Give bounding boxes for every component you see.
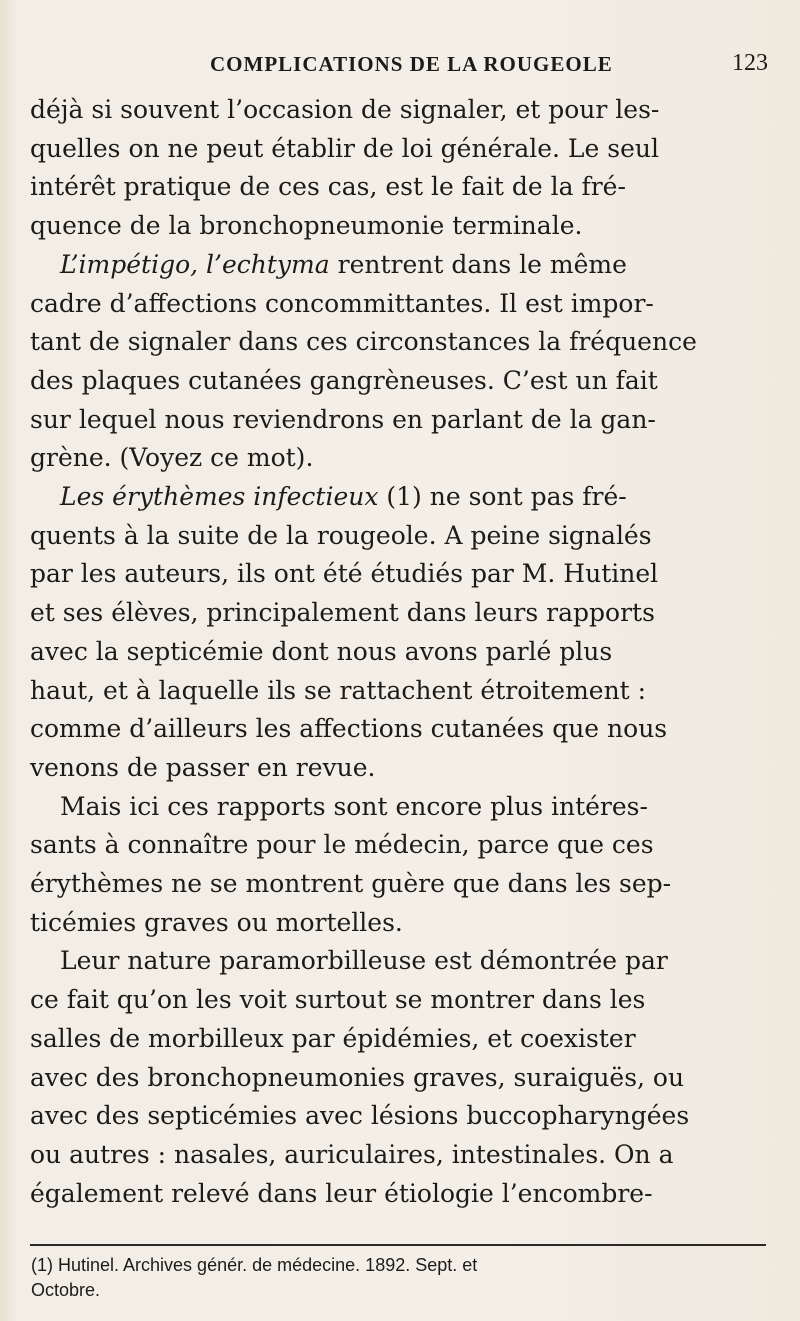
text-line: grène. (Voyez ce mot). <box>30 443 314 473</box>
text-line: quence de la bronchopneumonie terminale. <box>30 211 583 241</box>
text-line: ou autres : nasales, auriculaires, intestinales. On a <box>30 1139 674 1169</box>
text-line: cadre d’affections concommittantes. Il est impor- <box>30 288 654 318</box>
line-rest: rentrent dans le même <box>329 249 627 279</box>
text-line: Leur nature paramorbilleuse est démontrée par <box>60 946 668 976</box>
footnote-divider <box>30 1244 766 1246</box>
text-line: quelles on ne peut établir de loi générale. Le seul <box>30 133 659 163</box>
footnote-line: (1) Hutinel. Archives génér. de médecine. 1892. Sept. et <box>31 1255 478 1275</box>
italic-term: L’impétigo, l’echtyma <box>60 249 330 279</box>
text-line: haut, et à laquelle ils se rattachent étroitement : <box>30 675 647 705</box>
paragraph-5 <box>30 942 790 1213</box>
text-line: déjà si souvent l’occasion de signaler, et pour les- <box>30 95 660 124</box>
text-line: ce fait qu’on les voit surtout se montrer dans les <box>30 985 646 1015</box>
paragraph-1 <box>30 91 790 246</box>
paragraph-2 <box>30 246 790 478</box>
text-line: avec des septicémies avec lésions buccopharyngées <box>30 1101 690 1131</box>
text-line: sants à connaître pour le médecin, parce que ces <box>30 830 654 860</box>
text-line: comme d’ailleurs les affections cutanées que nous <box>30 714 668 744</box>
text-line: des plaques cutanées gangrèneuses. C’est un fait <box>30 365 658 395</box>
text-line: également relevé dans leur étiologie l’encombre- <box>30 1178 653 1208</box>
running-header <box>210 50 768 77</box>
italic-term: Les érythèmes infectieux <box>60 482 379 512</box>
text-line <box>30 246 790 285</box>
footnote <box>31 1253 771 1303</box>
text-line: érythèmes ne se montrent guère que dans les sep- <box>30 869 672 899</box>
text-line: sur lequel nous reviendrons en parlant de la gan- <box>30 404 656 434</box>
paragraph-4 <box>30 788 790 943</box>
text-line: par les auteurs, ils ont été étudiés par M. Hutinel <box>30 559 659 589</box>
text-line: tant de signaler dans ces circonstances la fréquence <box>30 327 697 357</box>
text-line: avec la septicémie dont nous avons parlé plus <box>30 636 613 666</box>
page-number: 123 <box>732 50 768 76</box>
chapter-title: COMPLICATIONS DE LA ROUGEOLE <box>210 52 613 76</box>
text-line: quents à la suite de la rougeole. A peine signalés <box>30 520 652 550</box>
main-text <box>30 91 790 1213</box>
footnote-line: Octobre. <box>31 1280 101 1300</box>
paragraph-3 <box>30 478 790 788</box>
text-line: intérêt pratique de ces cas, est le fait de la fré- <box>30 172 626 202</box>
text-line: et ses élèves, principalement dans leurs rapports <box>30 598 655 628</box>
text-line: Mais ici ces rapports sont encore plus intéres- <box>60 791 648 821</box>
text-line: venons de passer en revue. <box>30 752 376 782</box>
text-line: avec des bronchopneumonies graves, suraiguës, ou <box>30 1062 685 1092</box>
line-rest: (1) ne sont pas fré- <box>378 482 627 512</box>
text-line: ticémies graves ou mortelles. <box>30 907 403 937</box>
text-line <box>30 478 790 517</box>
text-line: salles de morbilleux par épidémies, et coexister <box>30 1023 636 1053</box>
